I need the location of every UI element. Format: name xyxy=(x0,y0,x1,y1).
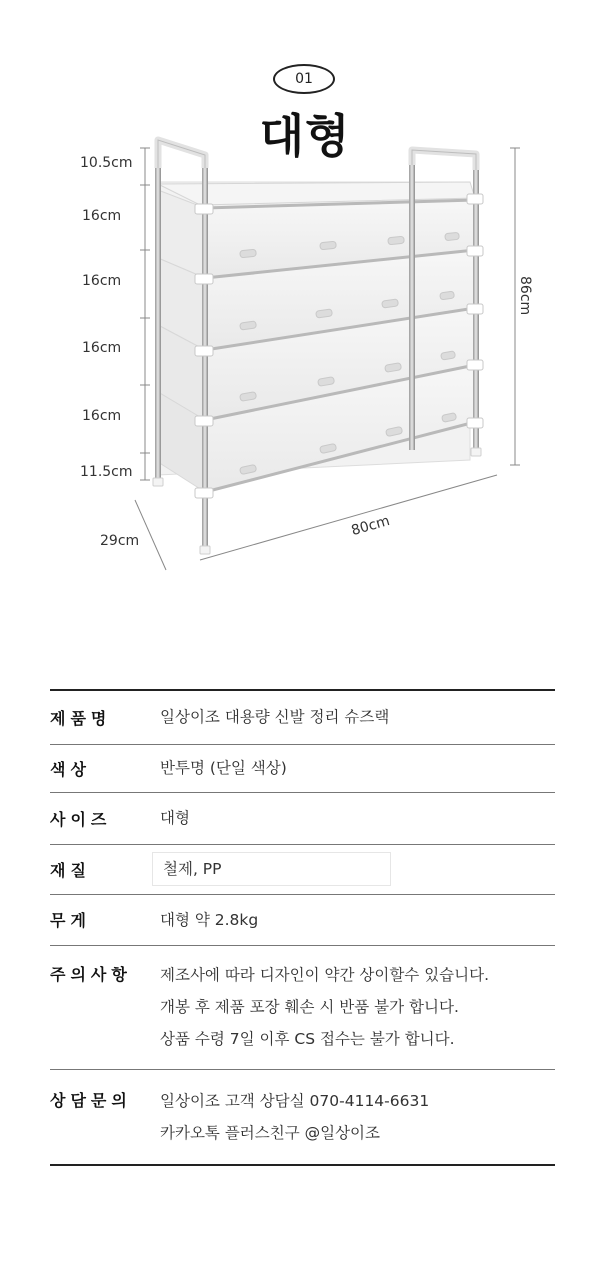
spec-label: 무게 xyxy=(50,911,91,930)
spec-value: 일상이조 대용량 신발 정리 슈즈랙 xyxy=(160,708,390,727)
dim-top-handle: 10.5cm xyxy=(80,155,133,171)
spec-label: 상담문의 xyxy=(50,1090,132,1110)
spec-row-material xyxy=(50,844,555,894)
dim-width: 80cm xyxy=(349,512,392,540)
spec-row-product-name xyxy=(50,690,555,744)
dim-depth: 29cm xyxy=(100,533,140,549)
notice-line: 상품 수령 7일 이후 CS 접수는 불가 합니다. xyxy=(160,1030,455,1048)
spec-row-size xyxy=(50,792,555,844)
spec-value xyxy=(160,1069,555,1165)
spec-row-contact xyxy=(50,1069,555,1165)
spec-value xyxy=(160,844,555,894)
spec-value: 대형 xyxy=(160,809,190,827)
spec-value: 대형 약 2.8kg xyxy=(160,910,259,929)
contact-line: 일상이조 고객 상담실 070-4114-6631 xyxy=(160,1091,430,1110)
dim-height: 86cm xyxy=(517,276,533,316)
notice-line: 개봉 후 제품 포장 훼손 시 반품 불가 합니다. xyxy=(160,998,459,1016)
dim-tier-2: 16cm xyxy=(82,273,122,289)
spec-label: 색상 xyxy=(50,759,91,779)
spec-label: 주의사항 xyxy=(50,964,132,984)
section-number-badge: 01 xyxy=(273,64,335,94)
spec-value xyxy=(160,945,555,1069)
material-value-box: 철제, PP xyxy=(152,852,391,886)
spec-value: 반투명 (단일 색상) xyxy=(160,759,287,777)
dim-legs: 11.5cm xyxy=(80,464,133,480)
spec-row-notice xyxy=(50,945,555,1069)
product-dimension-figure xyxy=(0,130,610,580)
spec-label: 사이즈 xyxy=(50,809,112,829)
notice-line: 제조사에 따라 디자인이 약간 상이할수 있습니다. xyxy=(160,966,490,984)
spec-table xyxy=(50,689,555,1166)
spec-row-weight xyxy=(50,894,555,945)
dim-tier-4: 16cm xyxy=(82,408,122,424)
size-title: 대형 xyxy=(259,109,351,163)
contact-line: 카카오톡 플러스친구 @일상이조 xyxy=(160,1123,381,1142)
spec-row-color xyxy=(50,744,555,792)
dim-tier-3: 16cm xyxy=(82,340,122,356)
spec-label: 재질 xyxy=(50,860,91,880)
dim-tier-1: 16cm xyxy=(82,208,122,224)
spec-label: 제품명 xyxy=(50,708,112,728)
